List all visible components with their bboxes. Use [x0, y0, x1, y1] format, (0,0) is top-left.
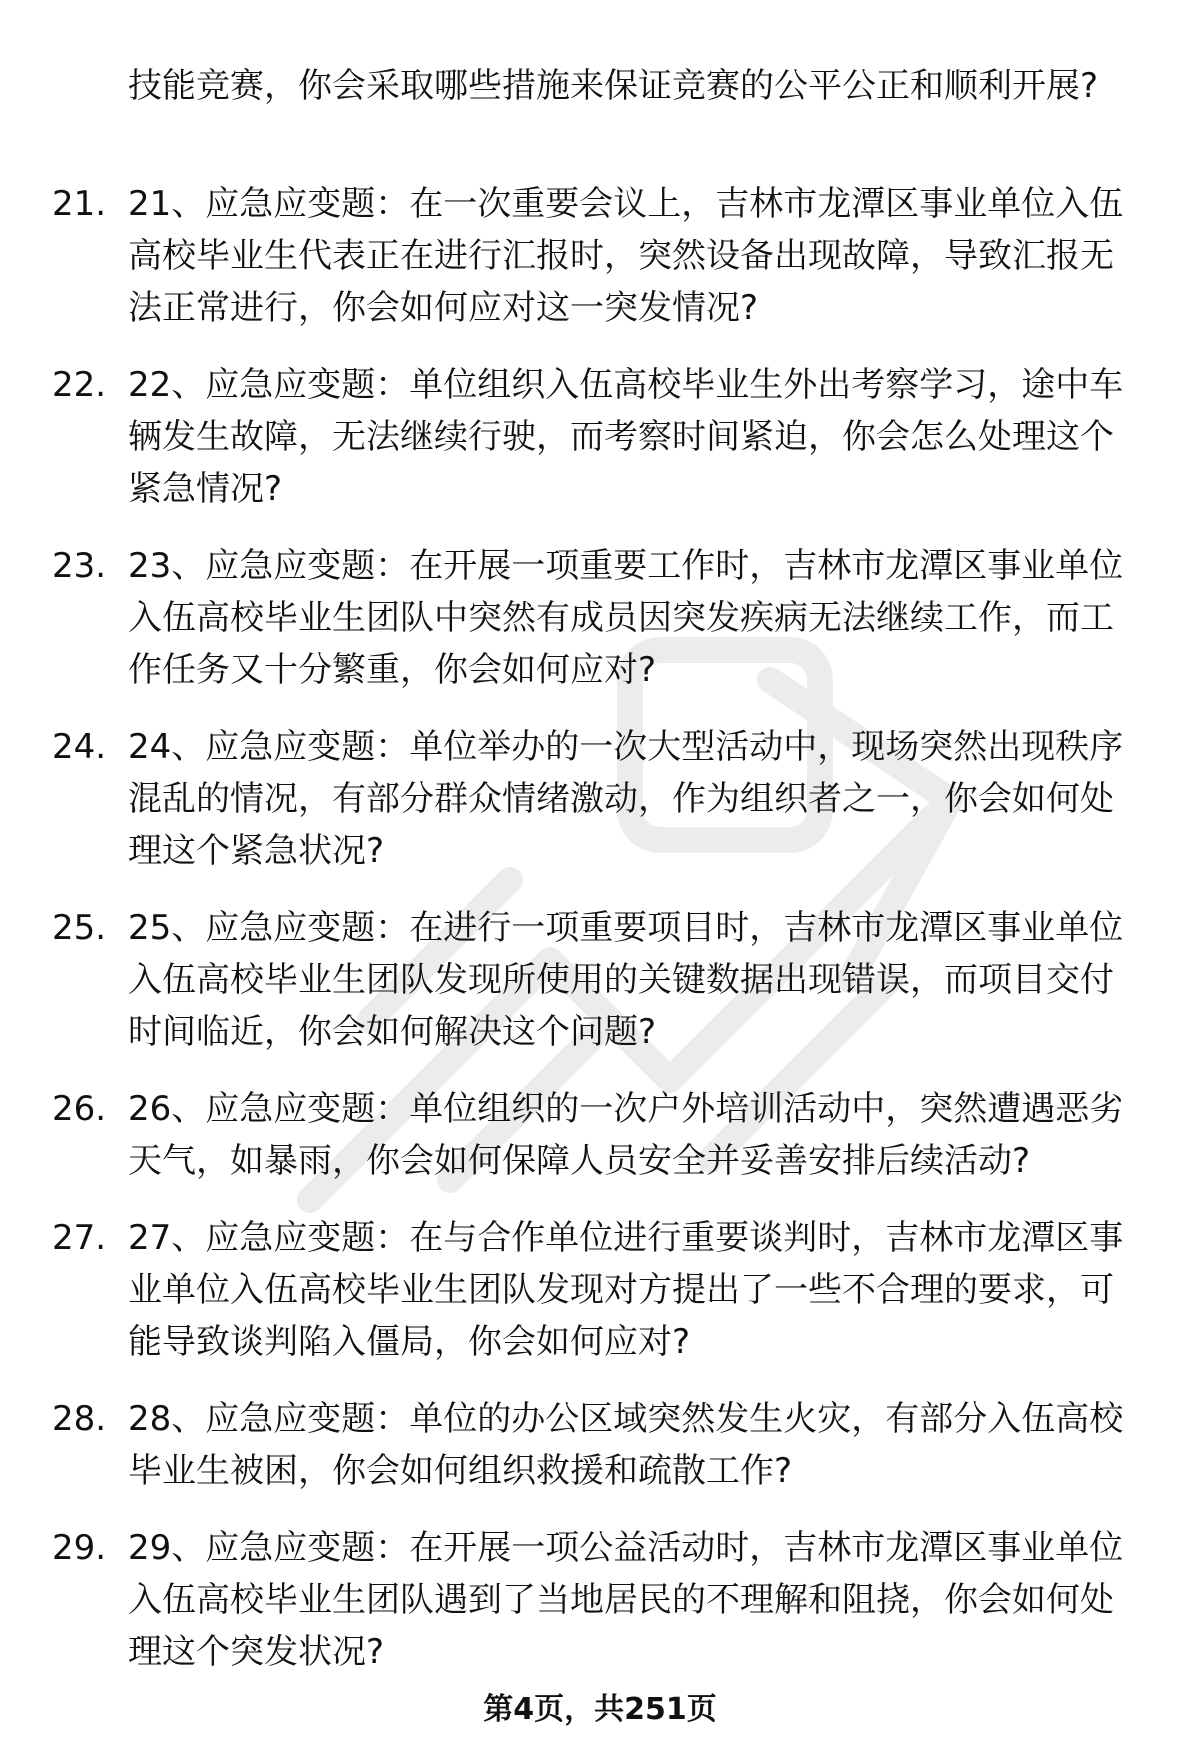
list-item: [0, 540, 1200, 696]
list-item: [0, 359, 1200, 515]
list-item: [0, 1212, 1200, 1368]
list-item: [0, 178, 1200, 334]
list-item: [0, 1083, 1200, 1187]
question-text: 21、应急应变题：在一次重要会议上，吉林市龙潭区事业单位入伍高校毕业生代表正在进行汇报时，突然设备出现故障，导致汇报无法正常进行，你会如何应对这一突发情况?: [128, 184, 1124, 328]
question-number: 23.: [52, 546, 107, 586]
question-number: 28.: [52, 1399, 107, 1439]
question-text: 23、应急应变题：在开展一项重要工作时，吉林市龙潭区事业单位入伍高校毕业生团队中突然有成员因突发疾病无法继续工作，而工作任务又十分繁重，你会如何应对?: [128, 546, 1124, 690]
question-number: 26.: [52, 1089, 107, 1129]
question-text: 22、应急应变题：单位组织入伍高校毕业生外出考察学习，途中车辆发生故障，无法继续行驶，而考察时间紧迫，你会怎么处理这个紧急情况?: [128, 365, 1124, 509]
question-number: 27.: [52, 1218, 107, 1258]
question-number: 22.: [52, 365, 107, 405]
page-footer: 第4页，共251页: [483, 1692, 717, 1727]
question-number: 29.: [52, 1528, 107, 1568]
question-text: 27、应急应变题：在与合作单位进行重要谈判时，吉林市龙潭区事业单位入伍高校毕业生团队发现对方提出了一些不合理的要求，可能导致谈判陷入僵局，你会如何应对?: [128, 1218, 1124, 1362]
question-text: 29、应急应变题：在开展一项公益活动时，吉林市龙潭区事业单位入伍高校毕业生团队遇到了当地居民的不理解和阻挠，你会如何处理这个突发状况?: [128, 1528, 1124, 1672]
question-number: 24.: [52, 727, 107, 767]
list-item: [0, 902, 1200, 1058]
question-text: 26、应急应变题：单位组织的一次户外培训活动中，突然遭遇恶劣天气，如暴雨，你会如何保障人员安全并妥善安排后续活动?: [128, 1089, 1124, 1181]
question-number: 25.: [52, 908, 107, 948]
intro-text: 技能竞赛，你会采取哪些措施来保证竞赛的公平公正和顺利开展?: [128, 66, 1099, 106]
question-list: [0, 178, 1200, 1703]
question-number: 21.: [52, 184, 107, 224]
question-text: 24、应急应变题：单位举办的一次大型活动中，现场突然出现秩序混乱的情况，有部分群众情绪激动，作为组织者之一，你会如何处理这个紧急状况?: [128, 727, 1124, 871]
list-item: [0, 1393, 1200, 1497]
question-text: 25、应急应变题：在进行一项重要项目时，吉林市龙潭区事业单位入伍高校毕业生团队发现所使用的关键数据出现错误，而项目交付时间临近，你会如何解决这个问题?: [128, 908, 1124, 1052]
list-item: [0, 1522, 1200, 1678]
list-item: [0, 721, 1200, 877]
question-text: 28、应急应变题：单位的办公区域突然发生火灾，有部分入伍高校毕业生被困，你会如何组织救援和疏散工作?: [128, 1399, 1124, 1491]
